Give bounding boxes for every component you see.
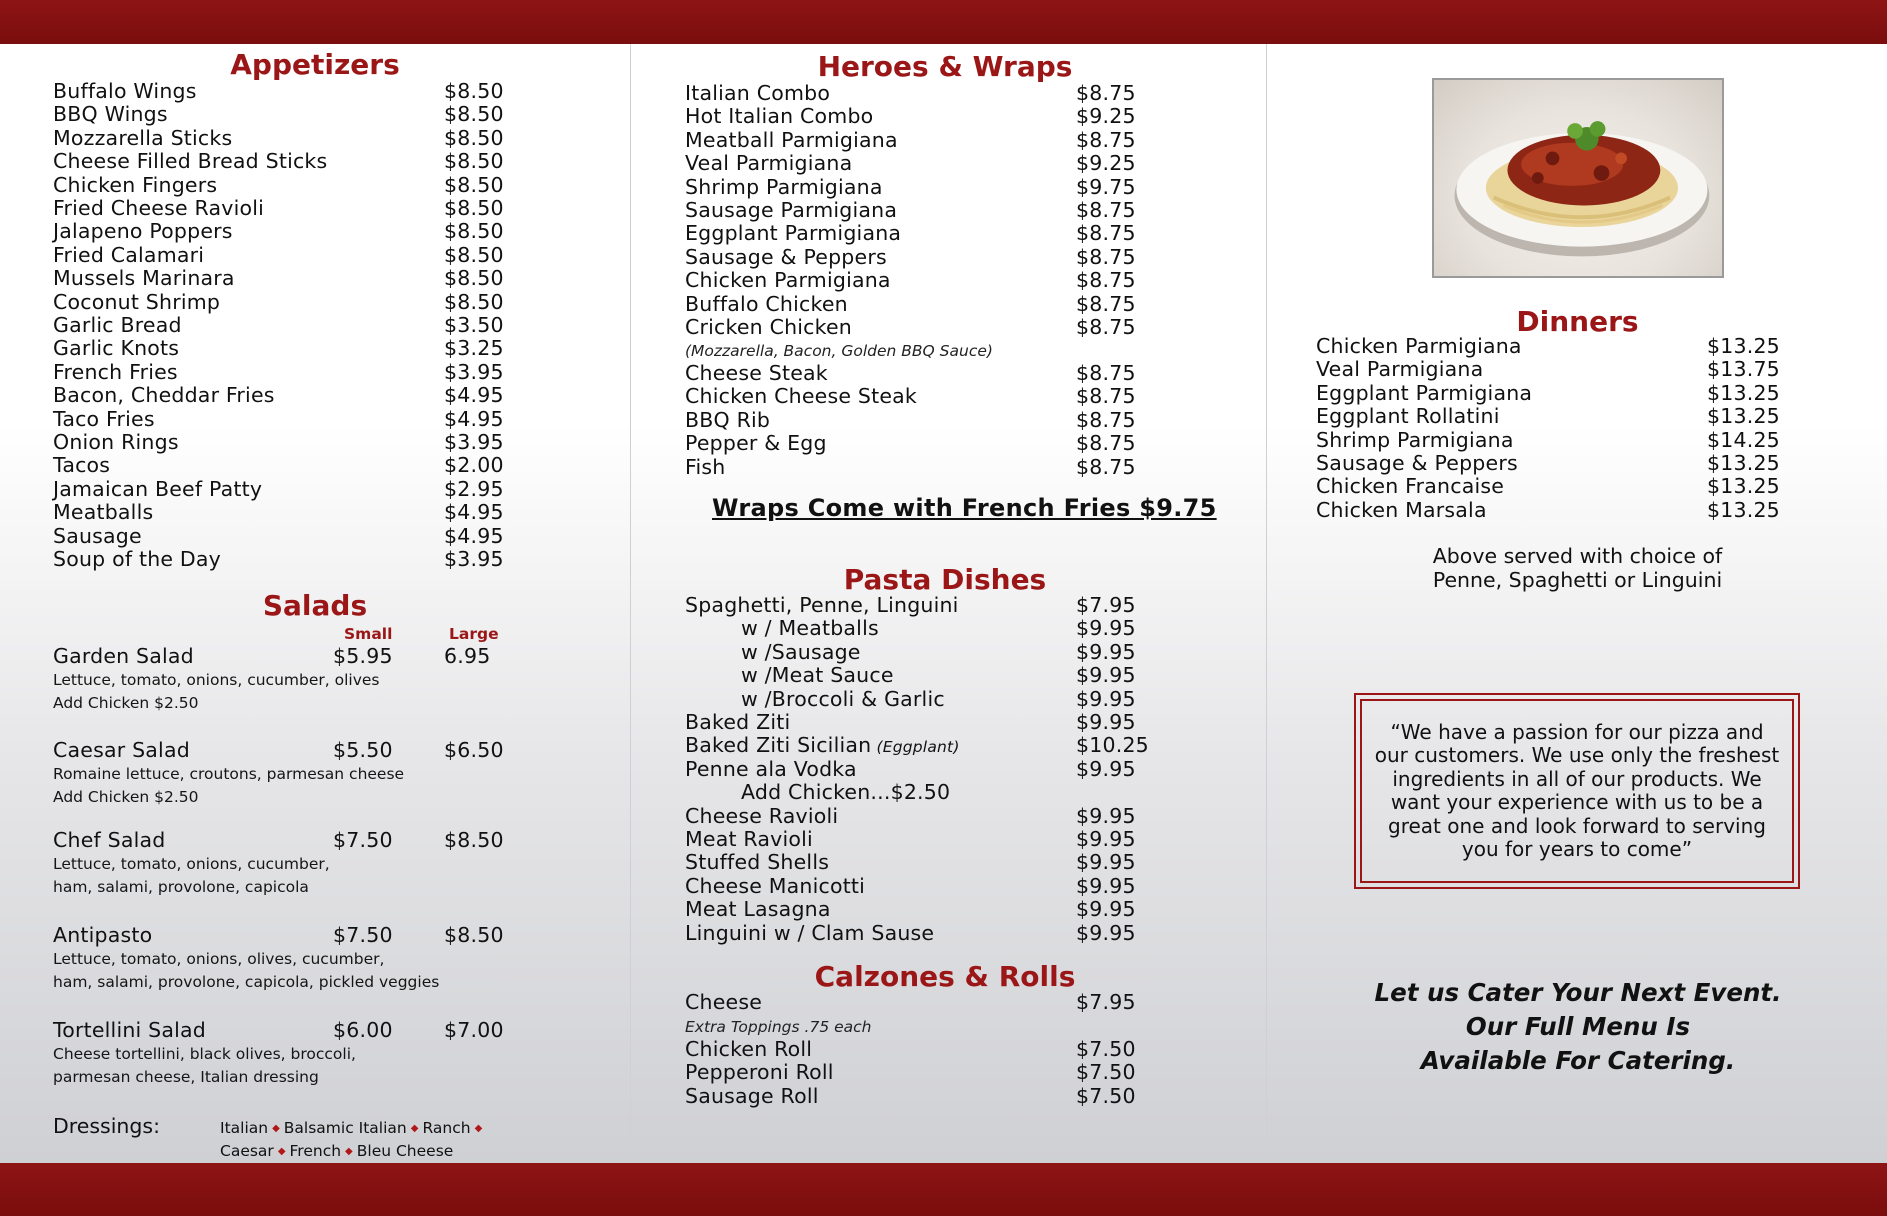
- appetizer-row: [53, 314, 534, 337]
- calzone-row: [685, 991, 1166, 1014]
- dressing: Bleu Cheese: [356, 1142, 454, 1160]
- item-price: $8.50: [444, 125, 504, 150]
- dinner-row: [1316, 429, 1797, 452]
- item-price: $8.50: [444, 172, 504, 197]
- item-name: Garlic Knots: [53, 336, 180, 361]
- bullet-icon: ◆: [410, 1123, 419, 1134]
- catering-message: [1340, 976, 1816, 1078]
- dressing: French: [289, 1142, 342, 1160]
- dressing: Italian: [220, 1119, 269, 1137]
- item-price: $8.75: [1076, 198, 1136, 222]
- dinner-row: [1316, 475, 1797, 498]
- hero-row: [685, 176, 1166, 199]
- appetizer-row: [53, 384, 534, 407]
- item-name: Add Chicken...$2.50: [741, 780, 951, 805]
- item-name: Chicken Roll: [685, 1037, 813, 1061]
- item-price: $8.75: [1076, 315, 1136, 339]
- served-with-note: [1400, 545, 1755, 592]
- item-name: Sausage & Peppers: [1316, 451, 1518, 475]
- pasta-row: [685, 851, 1166, 874]
- appetizers-heading: Appetizers: [230, 48, 400, 81]
- item-price: $4.95: [444, 523, 504, 548]
- item-price: $9.95: [1076, 616, 1136, 641]
- item-price: $9.95: [1076, 710, 1136, 734]
- item-name: Meat Lasagna: [685, 897, 831, 922]
- item-name: Veal Parmigiana: [1316, 357, 1484, 382]
- item-price: $3.50: [444, 313, 504, 337]
- hero-row: [685, 129, 1166, 152]
- item-name: Fish: [685, 454, 726, 479]
- item-price: $7.50: [1076, 1083, 1136, 1108]
- item-price: $9.95: [1076, 873, 1136, 898]
- appetizer-row: [53, 478, 534, 501]
- bullet-icon: ◆: [277, 1146, 286, 1157]
- pasta-row: [741, 688, 1166, 711]
- item-name: Baked Ziti: [685, 710, 791, 734]
- item-name: Meatball Parmigiana: [685, 127, 898, 152]
- item-note: (Eggplant): [871, 738, 960, 757]
- item-name: Buffalo Wings: [53, 79, 197, 103]
- appetizer-row: [53, 361, 534, 384]
- item-name: Cheese Filled Bread Sticks: [53, 149, 328, 174]
- item-price: $9.95: [1076, 639, 1136, 664]
- item-price: $13.25: [1707, 334, 1780, 358]
- item-name: Shrimp Parmigiana: [1316, 427, 1514, 452]
- item-price: $2.95: [444, 476, 504, 501]
- catering-line: Let us Cater Your Next Event.: [1374, 978, 1782, 1007]
- item-price: $9.95: [1076, 663, 1136, 688]
- item-name: Chicken Parmigiana: [685, 268, 891, 293]
- hero-row: [685, 152, 1166, 175]
- item-price: $8.75: [1076, 454, 1136, 479]
- item-price: $3.95: [444, 359, 504, 384]
- item-name: w /Broccoli & Garlic: [741, 686, 945, 711]
- item-name: Jalapeno Poppers: [53, 219, 233, 244]
- dinner-row: [1316, 452, 1797, 475]
- item-name: Baked Ziti Sicilian: [685, 733, 872, 758]
- hero-row: [685, 269, 1166, 292]
- item-name: Cheese: [685, 990, 763, 1014]
- item-price: $3.25: [444, 336, 504, 361]
- hero-row: [685, 293, 1166, 316]
- calzone-row: [685, 1085, 1166, 1108]
- item-name: Sausage: [53, 523, 142, 548]
- quote-text: “We have a passion for our pizza and our customers. We use only the freshest ingredients in all of our products. We want your experience with us to be a great one and look forward to serving you for years to come”: [1360, 699, 1794, 883]
- appetizer-row: [53, 337, 534, 360]
- description-line: Add Chicken $2.50: [53, 694, 199, 712]
- wraps-note: Wraps Come with French Fries $9.75: [712, 494, 1217, 522]
- dressing: Ranch: [422, 1119, 471, 1137]
- item-name: Sausage Roll: [685, 1083, 819, 1108]
- cricken-note: (Mozzarella, Bacon, Golden BBQ Sauce): [685, 342, 993, 360]
- item-price: $4.95: [444, 383, 504, 408]
- item-name: Chicken Francaise: [1316, 474, 1505, 499]
- item-name: Hot Italian Combo: [685, 104, 874, 129]
- dinner-row: [1316, 499, 1797, 522]
- item-name: Fried Cheese Ravioli: [53, 196, 265, 220]
- item-name: Soup of the Day: [53, 547, 221, 571]
- hero-row: [685, 385, 1166, 408]
- dinner-row: [1316, 405, 1797, 428]
- item-price: $13.25: [1707, 380, 1780, 405]
- item-price: $10.25: [1076, 733, 1149, 758]
- item-name: Mussels Marinara: [53, 266, 235, 291]
- item-name: Pepper & Egg: [685, 431, 827, 456]
- small-price: $5.95: [333, 644, 393, 668]
- pasta-row: [685, 734, 1166, 759]
- item-name: Chicken Parmigiana: [1316, 334, 1522, 358]
- calzone-row: [685, 1061, 1166, 1084]
- appetizer-row: [53, 220, 534, 243]
- item-name: Taco Fries: [53, 406, 155, 431]
- calzone-row: [685, 1038, 1166, 1061]
- item-name: Spaghetti, Penne, Linguini: [685, 593, 959, 617]
- pasta-row: [741, 781, 1166, 804]
- appetizer-row: [53, 454, 534, 477]
- dressings-line-2: [220, 1140, 486, 1163]
- salad-row: [53, 739, 513, 762]
- pasta-row: [685, 828, 1166, 851]
- large-size-label: Large: [449, 625, 499, 643]
- item-name: Meat Ravioli: [685, 827, 813, 851]
- item-price: $8.50: [444, 242, 504, 267]
- appetizer-row: [53, 525, 534, 548]
- appetizer-row: [53, 150, 534, 173]
- pasta-row: [685, 875, 1166, 898]
- dinner-row: [1316, 335, 1797, 358]
- salad-description: [53, 1043, 356, 1089]
- item-name: Coconut Shrimp: [53, 289, 221, 314]
- pasta-row: [685, 711, 1166, 734]
- item-name: Tortellini Salad: [53, 1018, 206, 1042]
- description-line: Lettuce, tomato, onions, cucumber,: [53, 855, 330, 873]
- item-price: $2.00: [444, 453, 504, 478]
- item-price: $9.95: [1076, 897, 1136, 922]
- salad-description: [53, 853, 330, 899]
- small-price: $6.00: [333, 1018, 393, 1042]
- item-name: Bacon, Cheddar Fries: [53, 383, 275, 408]
- pasta-row: [741, 617, 1166, 640]
- item-name: Cheese Ravioli: [685, 803, 839, 828]
- item-name: Chicken Cheese Steak: [685, 384, 917, 409]
- item-price: $9.75: [1076, 174, 1136, 199]
- item-name: Sausage Parmigiana: [685, 198, 898, 222]
- salad-row: [53, 645, 513, 668]
- hero-row: [685, 316, 1166, 339]
- salad-description: [53, 763, 404, 809]
- item-price: $9.95: [1076, 803, 1136, 828]
- pasta-row: [685, 805, 1166, 828]
- served-line: Penne, Spaghetti or Linguini: [1432, 567, 1723, 592]
- item-name: Chef Salad: [53, 828, 166, 852]
- item-price: $8.50: [444, 79, 504, 103]
- item-name: Eggplant Parmigiana: [685, 221, 902, 246]
- dinner-row: [1316, 382, 1797, 405]
- appetizer-row: [53, 501, 534, 524]
- item-price: $9.95: [1076, 827, 1136, 851]
- item-price: $8.75: [1076, 268, 1136, 293]
- item-name: Italian Combo: [685, 81, 831, 105]
- item-price: $8.75: [1076, 81, 1136, 105]
- item-name: Shrimp Parmigiana: [685, 174, 883, 199]
- item-name: Linguini w / Clam Sause: [685, 920, 935, 945]
- item-name: Stuffed Shells: [685, 850, 830, 875]
- appetizer-row: [53, 103, 534, 126]
- salad-row: [53, 829, 513, 852]
- bullet-icon: ◆: [345, 1146, 353, 1157]
- appetizer-row: [53, 291, 534, 314]
- hero-row: [685, 432, 1166, 455]
- item-price: $7.50: [1076, 1037, 1136, 1061]
- appetizer-row: [53, 174, 534, 197]
- item-name: Mozzarella Sticks: [53, 125, 233, 150]
- item-name: Cheese Manicotti: [685, 873, 866, 898]
- item-price: $13.25: [1707, 404, 1780, 429]
- catering-line: Our Full Menu Is: [1465, 1012, 1691, 1041]
- item-price: $14.25: [1707, 427, 1780, 452]
- description-line: Romaine lettuce, croutons, parmesan cheese: [53, 765, 405, 783]
- quote-box: [1354, 693, 1800, 889]
- item-name: Garden Salad: [53, 644, 194, 668]
- salad-description: [53, 948, 439, 994]
- description-line: parmesan cheese, Italian dressing: [53, 1068, 319, 1086]
- item-name: Pepperoni Roll: [685, 1060, 834, 1085]
- item-price: $8.50: [444, 196, 504, 220]
- item-name: w / Meatballs: [741, 616, 879, 641]
- item-price: $13.25: [1707, 451, 1780, 475]
- item-price: $8.75: [1076, 431, 1136, 456]
- pasta-row: [741, 641, 1166, 664]
- pasta-row: [685, 758, 1166, 781]
- item-price: $9.95: [1076, 920, 1136, 945]
- spaghetti-photo: [1432, 78, 1724, 278]
- small-price: $7.50: [333, 828, 393, 852]
- large-price: 6.95: [444, 644, 491, 668]
- large-price: $6.50: [444, 738, 504, 762]
- item-price: $3.95: [444, 547, 504, 571]
- hero-row: [685, 199, 1166, 222]
- item-price: $9.95: [1076, 756, 1136, 781]
- description-line: ham, salami, provolone, capicola, pickled veggies: [53, 973, 440, 991]
- description-line: ham, salami, provolone, capicola: [53, 878, 309, 896]
- item-name: Tacos: [53, 453, 111, 478]
- small-size-label: Small: [344, 625, 393, 643]
- item-name: Jamaican Beef Patty: [53, 476, 263, 501]
- item-name: Cricken Chicken: [685, 315, 852, 339]
- description-line: Lettuce, tomato, onions, cucumber, olives: [53, 671, 380, 689]
- dressing: Caesar: [220, 1142, 274, 1160]
- item-price: $8.75: [1076, 127, 1136, 152]
- item-name: Meatballs: [53, 500, 154, 525]
- pasta-row: [685, 898, 1166, 921]
- item-price: $8.75: [1076, 384, 1136, 409]
- item-name: Buffalo Chicken: [685, 291, 848, 316]
- bullet-icon: ◆: [474, 1123, 483, 1134]
- hero-row: [685, 456, 1166, 479]
- served-line: Above served with choice of: [1432, 544, 1723, 568]
- item-price: $8.50: [444, 219, 504, 244]
- top-band: [0, 0, 1887, 44]
- description-line: Add Chicken $2.50: [53, 788, 199, 806]
- catering-line: Available For Catering.: [1420, 1046, 1736, 1075]
- large-price: $8.50: [444, 828, 504, 852]
- pasta-row: [741, 664, 1166, 687]
- dressings-list: [220, 1117, 486, 1163]
- salad-row: [53, 1019, 513, 1042]
- item-name: BBQ Rib: [685, 407, 771, 432]
- item-price: $9.95: [1076, 686, 1136, 711]
- item-price: $4.95: [444, 406, 504, 431]
- item-price: $8.75: [1076, 221, 1136, 246]
- appetizer-row: [53, 197, 534, 220]
- appetizer-row: [53, 548, 534, 571]
- item-name: French Fries: [53, 359, 178, 384]
- salad-description: [53, 669, 379, 715]
- appetizer-row: [53, 431, 534, 454]
- item-price: $8.75: [1076, 291, 1136, 316]
- item-name: w /Meat Sauce: [741, 663, 894, 688]
- large-price: $7.00: [444, 1018, 504, 1042]
- item-price: $8.50: [444, 149, 504, 174]
- item-price: $8.75: [1076, 407, 1136, 432]
- item-price: $13.75: [1707, 357, 1780, 382]
- appetizer-row: [53, 244, 534, 267]
- item-price: $7.50: [1076, 1060, 1136, 1085]
- dressings-label: Dressings:: [53, 1114, 161, 1138]
- item-price: $9.95: [1076, 850, 1136, 875]
- dressing: Balsamic Italian: [283, 1119, 407, 1137]
- item-name: Penne ala Vodka: [685, 756, 857, 781]
- large-price: $8.50: [444, 923, 504, 947]
- appetizer-row: [53, 267, 534, 290]
- item-price: $9.25: [1076, 104, 1136, 129]
- hero-row: [685, 82, 1166, 105]
- item-price: $8.50: [444, 102, 504, 127]
- hero-row: [685, 362, 1166, 385]
- item-price: $8.75: [1076, 361, 1136, 385]
- item-name: Fried Calamari: [53, 242, 205, 267]
- item-price: $8.75: [1076, 244, 1136, 269]
- appetizer-row: [53, 408, 534, 431]
- item-price: $4.95: [444, 500, 504, 525]
- salad-row: [53, 924, 513, 947]
- small-price: $7.50: [333, 923, 393, 947]
- item-price: $7.95: [1076, 990, 1136, 1014]
- item-name: Chicken Fingers: [53, 172, 218, 197]
- spaghetti-plate-icon: [1434, 80, 1722, 276]
- item-name: Veal Parmigiana: [685, 151, 853, 176]
- toppings-note: Extra Toppings .75 each: [685, 1018, 872, 1036]
- item-name: Caesar Salad: [53, 738, 190, 762]
- hero-row: [685, 105, 1166, 128]
- description-line: Lettuce, tomato, onions, olives, cucumber,: [53, 950, 385, 968]
- appetizer-row: [53, 80, 534, 103]
- item-price: $3.95: [444, 430, 504, 454]
- item-name: Eggplant Rollatini: [1316, 404, 1500, 429]
- item-name: BBQ Wings: [53, 102, 168, 127]
- description-line: Cheese tortellini, black olives, broccoli,: [53, 1045, 356, 1063]
- pasta-row: [685, 594, 1166, 617]
- item-price: $9.25: [1076, 151, 1136, 176]
- hero-row: [685, 246, 1166, 269]
- dressings-line-1: [220, 1117, 486, 1140]
- item-name: Chicken Marsala: [1316, 497, 1487, 522]
- dinners-heading: Dinners: [1516, 305, 1639, 338]
- bottom-band: [0, 1163, 1887, 1216]
- appetizer-row: [53, 127, 534, 150]
- salads-heading: Salads: [262, 589, 368, 622]
- small-price: $5.50: [333, 738, 393, 762]
- item-price: $13.25: [1707, 474, 1780, 499]
- item-name: Eggplant Parmigiana: [1316, 380, 1533, 405]
- item-name: Onion Rings: [53, 430, 179, 454]
- item-price: $13.25: [1707, 497, 1780, 522]
- item-name: Garlic Bread: [53, 313, 182, 337]
- item-name: Antipasto: [53, 923, 153, 947]
- calzones-heading: Calzones & Rolls: [814, 960, 1076, 993]
- hero-row: [685, 409, 1166, 432]
- item-name: Cheese Steak: [685, 361, 828, 385]
- bullet-icon: ◆: [272, 1123, 280, 1134]
- item-price: $8.50: [444, 289, 504, 314]
- item-name: w /Sausage: [741, 639, 861, 664]
- item-price: $8.50: [444, 266, 504, 291]
- hero-row: [685, 222, 1166, 245]
- pasta-row: [685, 922, 1166, 945]
- pasta-heading: Pasta Dishes: [843, 563, 1047, 596]
- item-price: $7.95: [1076, 593, 1136, 617]
- dinner-row: [1316, 358, 1797, 381]
- item-name: Sausage & Peppers: [685, 244, 887, 269]
- heroes-heading: Heroes & Wraps: [817, 50, 1073, 83]
